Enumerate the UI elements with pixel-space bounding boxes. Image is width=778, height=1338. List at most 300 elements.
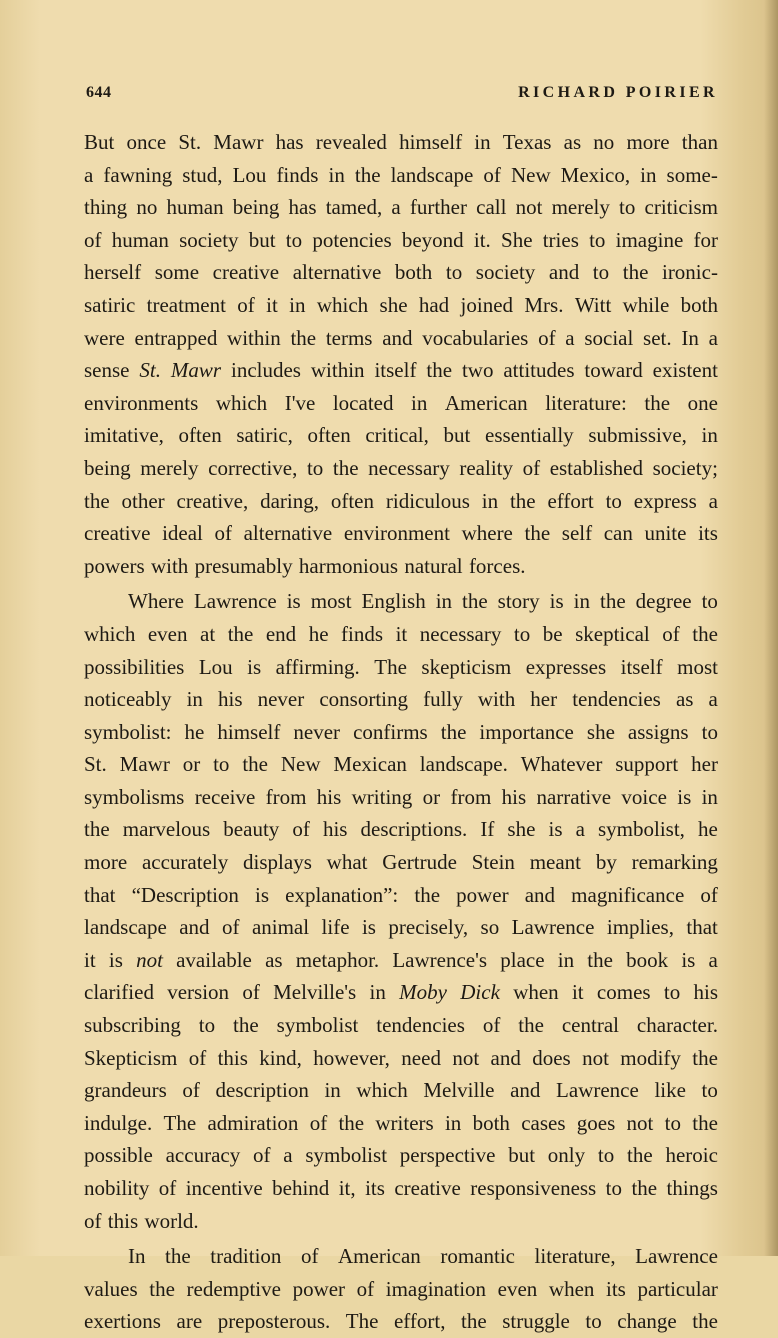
word: ideal [162,521,203,546]
word: to [701,589,718,614]
word: the [462,589,488,614]
word: when [548,1276,595,1301]
word: alternative [292,260,382,285]
word: a [708,325,718,350]
word: tendencies [376,1013,465,1038]
word: of [214,521,232,546]
word: satiric [84,292,136,317]
word: Lawrence [193,589,277,614]
word: for [693,227,718,252]
running-head [86,84,718,108]
word: while [622,292,670,317]
word: the [149,1276,175,1301]
word: daring, [260,488,319,513]
word: he [308,621,329,646]
word: she [507,817,536,842]
word: not [626,1110,654,1135]
word: himself [217,719,281,744]
word: set. [643,325,672,350]
word: it. [473,227,491,252]
word: things [666,1176,718,1200]
word: both [394,260,433,285]
text-line [84,846,718,879]
word: environments [84,390,199,415]
word: of [242,980,260,1005]
word: as [563,130,582,154]
text-line [84,485,718,518]
word: in [444,1110,462,1135]
word: and [510,1078,541,1103]
word: skepticism [421,654,512,679]
word: in [324,1078,341,1103]
word: heroic [665,1143,718,1168]
word: Melville [423,1078,495,1103]
word: need [401,1045,441,1070]
word: Mawr [170,358,222,383]
text-line [84,879,718,912]
word: includes [231,358,301,383]
word: the [692,1045,718,1070]
word: beauty [223,817,280,842]
word: where [461,521,513,546]
word: writing [351,784,413,809]
word: necessary [419,621,502,646]
text-line [84,191,718,224]
word: the [426,358,453,383]
word: exertions [84,1309,161,1334]
word: never [257,687,305,712]
word: powers [84,553,145,578]
word: the [290,325,317,350]
text-line [84,256,718,289]
word: which [84,621,136,646]
word: to [285,227,303,252]
text-line [84,159,718,192]
word: from [450,784,492,809]
word: affirming. [275,654,360,679]
word: to [213,752,230,777]
word: Lou [232,162,267,187]
word: as [675,687,694,712]
word: to [597,1143,615,1168]
word: a [391,195,401,220]
word: of [188,1045,207,1070]
word: ironic- [661,260,718,285]
word: power [456,882,509,907]
word: but [508,1143,536,1168]
word: is [255,882,270,907]
word: the [631,1176,658,1200]
word: that [84,882,116,907]
text-line [84,1273,718,1306]
word: no [136,195,158,220]
word: in [435,589,453,614]
text-line [84,748,718,781]
word: sense [84,358,130,383]
word: finds [341,621,384,646]
word: the [84,817,110,842]
word: toward [584,358,643,383]
word: his [322,817,348,842]
word: in [573,589,590,614]
word: New [510,162,551,187]
word: comes [596,980,651,1005]
word: “Description [131,882,239,907]
word: to [306,455,324,480]
word: I've [284,390,316,415]
word: of [538,325,556,350]
word: it [266,292,278,317]
word: which [215,390,268,415]
word: effort, [393,1309,446,1334]
word: consorting [319,687,408,712]
paragraph [84,1240,718,1338]
word: creative [212,260,280,285]
word: as [265,947,283,972]
word: and [548,260,580,285]
word: magnificance [571,882,685,907]
word: joined [460,292,514,317]
word: The [163,1110,197,1135]
word: the [599,589,626,614]
word: landscape [84,915,167,940]
word: is [108,947,123,972]
word: implies, [606,915,674,940]
text-line [84,126,718,159]
word: New [280,752,321,777]
text-line [84,1009,718,1042]
word: redemptive [186,1276,281,1301]
word: voice [621,784,667,809]
text-line [84,419,718,452]
word: of [182,1078,200,1103]
word: landscape. [419,752,508,777]
word: but [248,227,276,252]
word: ridiculous [385,488,470,513]
word: of [522,455,541,480]
word: this [217,1045,248,1070]
text-line [84,1139,718,1172]
word: a [708,488,718,513]
word: explanation”: [285,882,399,907]
word: than [681,130,718,154]
word: imitative, [84,423,164,448]
word: is [548,817,563,842]
word: symbolist [276,1013,359,1038]
word: self [561,521,593,546]
word: of [158,1176,177,1200]
text-line [84,354,718,387]
word: the [414,882,441,907]
word: of [237,292,255,317]
word: social [584,325,634,350]
text-line [84,585,718,618]
word: of [84,1208,102,1233]
word: modify [620,1045,681,1070]
text-line [84,550,718,583]
word: behind [272,1176,330,1200]
word: and [179,915,210,940]
word: creative, [176,488,249,513]
word: but [443,423,471,448]
word: in [481,488,499,513]
word: some- [666,162,718,187]
word: metaphor. [295,947,380,972]
word: literature, [534,1244,616,1269]
page-gutter-shadow [764,0,778,1256]
word: that [686,915,718,940]
word: no [593,130,615,154]
word: often [307,423,351,448]
word: to [605,1176,623,1200]
text-line [84,387,718,420]
word: corrective, [208,455,298,480]
word: merely [551,195,610,220]
word: accurately [141,850,229,875]
word: of [483,162,501,187]
word: St. [139,358,161,383]
word: critical, [365,423,429,448]
word: like [654,1078,686,1103]
word: a [84,162,94,187]
word: imagine [615,227,684,252]
text-line [84,289,718,322]
word: the [622,260,649,285]
word: is [286,589,301,614]
word: story [497,589,540,614]
word: tendencies [572,687,661,712]
text-line [84,618,718,651]
word: of [356,1276,375,1301]
paragraph [84,585,718,1237]
word: The [374,654,407,679]
word: Gertrude [382,850,457,875]
word: in [701,784,718,809]
text-line [84,1074,718,1107]
word: cases [521,1110,566,1135]
word: natural [404,553,463,578]
word: established [549,455,643,480]
word: the [233,1013,259,1038]
text-line [84,716,718,749]
word: of [252,1143,271,1168]
word: Lawrence [556,1078,639,1103]
word: of [300,1244,319,1269]
word: when [513,980,559,1005]
word: indulge. [84,1110,153,1135]
word: to [701,719,718,744]
word: within [310,358,365,383]
word: the [461,1309,487,1334]
word: this [107,1208,139,1233]
word: animal [251,915,310,940]
word: grandeurs [84,1078,167,1103]
word: clarified [84,980,154,1005]
word: description [215,1078,309,1103]
word: Whatever [520,752,603,777]
text-line [84,683,718,716]
word: tries [542,227,579,252]
word: marvelous [122,817,211,842]
word: society; [652,455,718,480]
word: in [186,687,203,712]
word: being [84,455,131,480]
word: of [309,1110,328,1135]
word: its [365,1176,385,1200]
word: The [345,1309,379,1334]
word: romantic [440,1244,515,1269]
text-line [84,322,718,355]
word: attitudes [503,358,575,383]
word: vocabularies [422,325,529,350]
word: a [283,1143,293,1168]
word: often [330,488,375,513]
word: criticism [644,195,718,220]
word: life [321,915,350,940]
word: power [292,1276,346,1301]
word: But [84,130,115,154]
word: creative [394,1176,461,1200]
word: has [275,130,304,154]
word: Lawrence [511,915,595,940]
word: nobility [84,1176,150,1200]
word: Stein [471,850,515,875]
word: perspective [399,1143,496,1168]
word: Where [128,589,184,614]
word: In [681,325,699,350]
word: or [182,752,201,777]
word: with [477,687,516,712]
word: meant [529,850,582,875]
word: symbolisms [84,784,185,809]
word: more [84,850,128,875]
word: often [178,423,222,448]
word: to [513,621,531,646]
word: descriptions. [360,817,468,842]
word: Mawr [213,130,264,154]
word: narrative [536,784,612,809]
word: society [179,227,239,252]
word: existent [652,358,718,383]
word: creative [84,521,151,546]
word: the [165,1244,191,1269]
word: not [136,947,163,972]
text-line [84,1172,718,1205]
word: preposterous. [217,1309,331,1334]
text-line [84,1107,718,1140]
text-line [84,651,718,684]
word: to [445,260,463,285]
word: to [664,1110,681,1135]
word: the [227,621,254,646]
word: potencies [312,227,392,252]
word: Melville's [273,980,357,1005]
word: landscape [390,162,474,187]
word: Mrs. [524,292,564,317]
word: forces. [468,553,526,578]
word: Witt [574,292,612,317]
word: what [326,850,368,875]
word: Mexico, [560,162,631,187]
word: goes [576,1110,616,1135]
word: a [708,947,718,972]
word: being [232,195,280,220]
word: symbolist, [598,817,685,842]
word: expresses [525,654,607,679]
word: stud, [182,162,223,187]
word: symbolist [305,1143,388,1168]
word: her [530,687,558,712]
word: the [692,1110,718,1135]
word: it [571,980,584,1005]
word: effort [547,488,594,513]
word: presumably [194,553,293,578]
page-number: 644 [86,84,112,101]
word: himself [399,130,463,154]
word: end [265,621,297,646]
word: and [490,1045,521,1070]
word: book [626,947,669,972]
word: she [379,292,408,317]
word: in [557,947,575,972]
text-line [84,1205,718,1238]
word: by [595,850,617,875]
word: to [198,1013,216,1038]
word: herself [84,260,142,285]
word: Dick [460,980,500,1005]
word: society [475,260,536,285]
word: it, [338,1176,356,1200]
word: which [356,1078,408,1103]
word: symbolist: [84,719,172,744]
word: his [316,784,342,809]
word: to [589,227,606,252]
word: can [603,521,633,546]
word: the [627,1143,653,1168]
word: the [644,390,671,415]
word: not [452,1045,480,1070]
word: beyond [401,227,464,252]
word: to [592,260,610,285]
text-line [84,944,718,977]
word: American [444,390,528,415]
word: displays [243,850,312,875]
word: in [328,162,345,187]
paragraph [84,126,718,582]
text-line [84,224,718,257]
word: the [338,1110,365,1135]
word: is [247,654,262,679]
word: she [586,719,615,744]
word: even [497,1276,538,1301]
word: assigns [627,719,689,744]
word: available [176,947,252,972]
word: to [605,488,622,513]
word: human [166,195,224,220]
word: submissive, [588,423,687,448]
word: never [293,719,341,744]
word: to [585,1309,602,1334]
word: struggle [502,1309,570,1334]
word: to [663,980,681,1005]
word: human [111,227,169,252]
running-head-author: RICHARD POIRIER [518,84,718,101]
word: in [289,292,306,317]
word: merely [140,455,199,480]
word: the [692,1309,718,1334]
word: Mexican [333,752,407,777]
text-line [84,813,718,846]
